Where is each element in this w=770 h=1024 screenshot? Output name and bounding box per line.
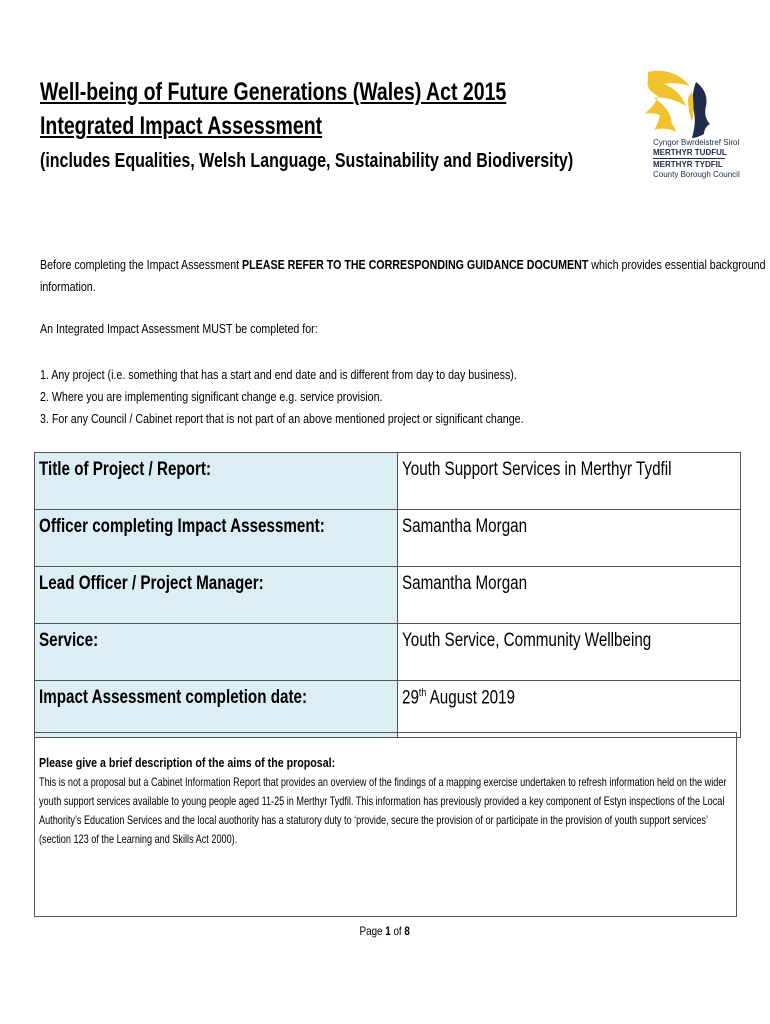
council-english-line: County Borough Council (653, 169, 740, 179)
project-info-table (34, 452, 741, 738)
table-row (35, 681, 741, 738)
page-word: Page (359, 924, 386, 938)
row-value-cell (398, 624, 741, 681)
lead-officer-value: Samantha Morgan (402, 573, 528, 594)
officer-label: Officer completing Impact Assessment: (39, 516, 325, 537)
row-label-cell (35, 453, 398, 510)
date-day: 29 (402, 687, 420, 709)
requirement-text: An Integrated Impact Assessment MUST be completed for: (40, 321, 318, 336)
list-item: 1. Any project (i.e. something that has a start and end date and is different from day to day business). (40, 367, 517, 382)
council-welsh-line: Cyngor Bwrdeistref Sirol (653, 138, 740, 147)
council-name (653, 138, 740, 179)
aims-section (34, 732, 737, 917)
requirement-statement (40, 318, 379, 340)
row-value-cell (398, 453, 741, 510)
list-item: 3. For any Council / Cabinet report that is not part of an above mentioned project or significant change. (40, 411, 524, 426)
current-page: 1 (385, 924, 392, 938)
date-month-year: August 2019 (426, 687, 516, 709)
row-label-cell (35, 567, 398, 624)
row-value-cell (398, 567, 741, 624)
title-label: Title of Project / Report: (39, 459, 212, 480)
row-label-cell (35, 510, 398, 567)
aims-description (39, 773, 726, 849)
intro-text-end: which provides essential background (588, 257, 766, 272)
aims-line: This is not a proposal but a Cabinet Information Report that provides an overview of the findings of a mapping exercise undertaken to refresh information held on the wider (39, 775, 727, 789)
page-footer (0, 924, 770, 938)
table-row (35, 624, 741, 681)
aims-title: Please give a brief description of the aims of the proposal: (39, 755, 336, 770)
row-label-cell (35, 624, 398, 681)
row-value-cell (398, 681, 741, 738)
table-row (35, 567, 741, 624)
intro-text-start: Before completing the Impact Assessment (40, 257, 243, 272)
council-english-name: MERTHYR TYDFIL (653, 160, 723, 169)
title-value: Youth Support Services in Merthyr Tydfil (402, 459, 672, 480)
logo-divider (653, 158, 725, 159)
intro-text-line2: information. (40, 279, 96, 294)
council-welsh-name: MERTHYR TUDFUL (653, 147, 727, 157)
completion-date-label: Impact Assessment completion date: (39, 687, 308, 708)
total-pages: 8 (404, 924, 411, 938)
lead-officer-label: Lead Officer / Project Manager: (39, 573, 264, 594)
document-title-act: Well-being of Future Generations (Wales) Act 2015 (40, 78, 507, 106)
service-value: Youth Service, Community Wellbeing (402, 630, 652, 651)
table-row (35, 510, 741, 567)
row-value-cell (398, 510, 741, 567)
of-word: of (391, 924, 405, 938)
title-block (40, 78, 706, 173)
aims-line: Authority’s Education Services and the local auothority has a staturory duty to ‘provide, secure the provision of or participate in the provision of youth support services’ (39, 813, 708, 827)
intro-paragraph (40, 254, 770, 298)
intro-guidance-emphasis: PLEASE REFER TO THE CORRESPONDING GUIDANCE DOCUMENT (242, 257, 589, 272)
aims-line: (section 123 of the Learning and Skills Act 2000). (39, 832, 238, 846)
date-ordinal: th (419, 687, 427, 699)
aims-line: youth support services available to young people aged 11-25 in Merthyr Tydfil. This information has previously provided a key component of Estyn inspections of the Local (39, 794, 725, 808)
row-label-cell (35, 681, 398, 738)
completion-date-value (398, 681, 672, 709)
table-row (35, 453, 741, 510)
page-number (360, 924, 410, 938)
requirement-list (40, 364, 630, 430)
service-label: Service: (39, 630, 99, 651)
officer-value: Samantha Morgan (402, 516, 528, 537)
document-subtitle: (includes Equalities, Welsh Language, Sustainability and Biodiversity) (40, 150, 574, 172)
list-item: 2. Where you are implementing significant change e.g. service provision. (40, 389, 383, 404)
document-title-assessment: Integrated Impact Assessment (40, 112, 323, 140)
